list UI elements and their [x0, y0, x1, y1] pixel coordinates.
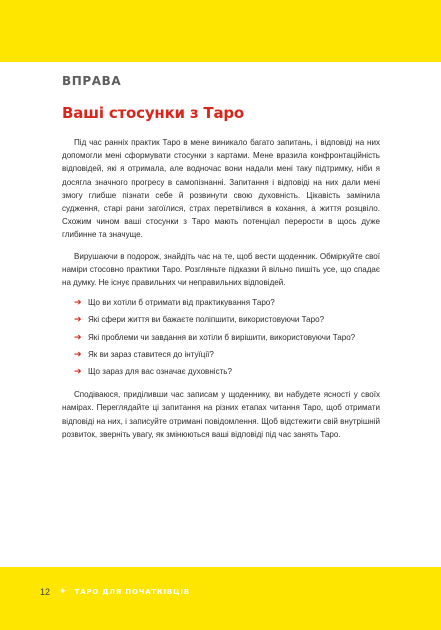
- question-text: Як ви зараз ставитеся до інтуїції?: [88, 349, 214, 359]
- page-content: [62, 74, 380, 441]
- question-text: Що зараз для вас означає духовність?: [88, 367, 232, 377]
- section-label: ВПРАВА: [62, 74, 122, 88]
- list-item: [62, 296, 380, 309]
- page-title: Ваші стосунки з Таро: [62, 104, 245, 122]
- bottom-yellow-band: [0, 567, 441, 630]
- page-footer: [40, 586, 190, 597]
- question-text: Що ви хотіли б отримати від практикування Таро?: [88, 298, 275, 308]
- arrow-right-icon: ➔: [74, 314, 82, 325]
- question-text: Які сфери життя ви бажаєте поліпшити, використовуючи Таро?: [88, 315, 325, 325]
- instruction-paragraph: Вирушаючи в подорож, знайдіть час на те, щоб вести щоденник. Обміркуйте свої наміри стосовно практики Таро. Розгляньте підказки й вільно пишіть усе, що спадає на думку. Не існує правильних чи неправильних відповідей.: [62, 251, 380, 288]
- running-title: ТАРО ДЛЯ ПОЧАТКІВЦІВ: [74, 587, 190, 596]
- list-item: [62, 313, 380, 326]
- arrow-right-icon: ➔: [74, 331, 82, 342]
- arrow-right-icon: ➔: [74, 366, 82, 377]
- arrow-right-icon: ➔: [74, 348, 82, 359]
- list-item: [62, 348, 380, 361]
- star-icon: ✦: [59, 586, 67, 596]
- top-yellow-band: [0, 0, 441, 62]
- list-item: [62, 331, 380, 344]
- closing-paragraph: Сподіваюся, приділивши час записам у щоденнику, ви набудете ясності у своїх намірах. Переглядайте ці запитання на різних етапах читання Таро, щоб отримати відповіді на них, і записуйте отримані повідомлення. Щоб відстежити свій внутрішній розвиток, зверніть увагу, як змінюються ваші відповіді під час занять Таро.: [62, 390, 380, 439]
- question-text: Які проблеми чи завдання ви хотіли б вирішити, використовуючи Таро?: [88, 332, 356, 342]
- question-list: [62, 296, 380, 378]
- intro-paragraph: Під час ранніх практик Таро в мене виникало багато запитань, і відповіді на них допомогли мені сформувати стосунки з картами. Мене вразила конфронтаційність відповідей, які я отримала, але водночас вони надали мені таку підтримку, ніби я досягла значного прогресу в самопізнанні. Запитання і відповіді на них дали мені змогу глибше пізнати себе й розвинути свою духовність. Цікавість замінила судження, старі рани загоїлися, страх перетвілився в кохання, а життя розцвіло. Схожим чином ваші стосунки з Таро мають потенціал перерости в щось дуже глибинне та значуще.: [62, 138, 380, 240]
- arrow-right-icon: ➔: [74, 297, 82, 308]
- list-item: [62, 365, 380, 378]
- page-number: 12: [40, 586, 51, 597]
